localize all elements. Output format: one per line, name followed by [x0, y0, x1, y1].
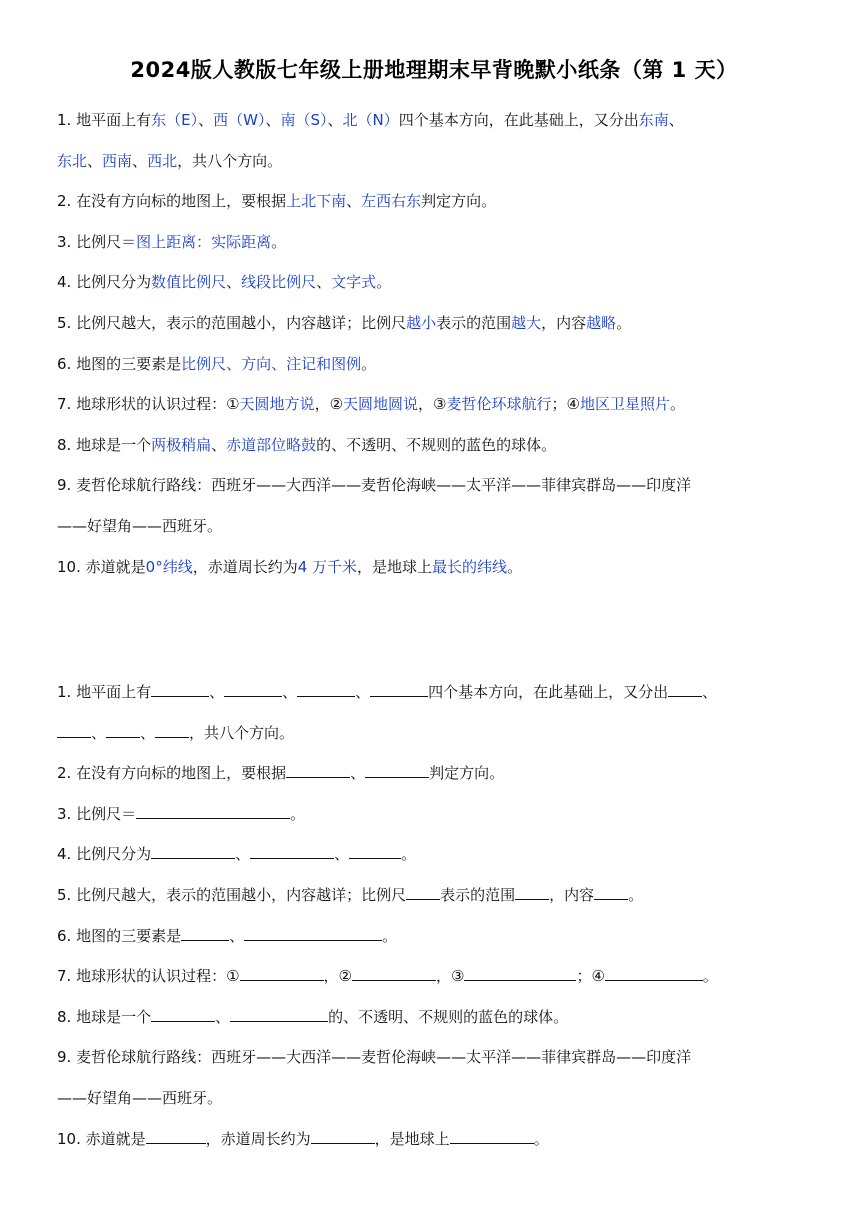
answer-item-9: 9. 麦哲伦球航行路线：西班牙——大西洋——麦哲伦海峡——太平洋——菲律宾群岛——印度洋: [57, 476, 692, 495]
blank[interactable]: [605, 966, 703, 981]
quiz-item-5: 5. 比例尺越大，表示的范围越小，内容越详；比例尺 表示的范围 ，内容 。: [57, 885, 644, 904]
blank[interactable]: [230, 1007, 328, 1022]
blank[interactable]: [146, 1129, 206, 1144]
blank[interactable]: [464, 966, 576, 981]
blank[interactable]: [352, 966, 436, 981]
quiz-item-9: 9. 麦哲伦球航行路线：西班牙——大西洋——麦哲伦海峡——太平洋——菲律宾群岛——印度洋: [57, 1048, 692, 1067]
quiz-item-1: 1. 地平面上有 、 、 、 四个基本方向，在此基础上，又分出 、: [57, 683, 718, 701]
blank[interactable]: [286, 763, 350, 778]
blank[interactable]: [106, 723, 140, 738]
page-title: 2024版人教版七年级上册地理期末早背晚默小纸条（第 1 天）: [130, 58, 738, 82]
blank[interactable]: [151, 1007, 215, 1022]
quiz-item-1-cont: 、 、 ，共八个方向。: [57, 723, 817, 743]
answer-item-6: 6. 地图的三要素是比例尺、方向、注记和图例。: [57, 354, 377, 373]
blank[interactable]: [668, 682, 702, 697]
quiz-item-7: 7. 地球形状的认识过程：① ，② ，③ ；④ 。: [57, 967, 718, 986]
blank[interactable]: [311, 1129, 375, 1144]
answer-item-5: 5. 比例尺越大，表示的范围越小，内容越详；比例尺越小表示的范围越大，内容越略。: [57, 313, 632, 332]
answer-item-9-cont: ——好望角——西班牙。: [57, 516, 223, 535]
blank[interactable]: [450, 1129, 534, 1144]
blank[interactable]: [155, 723, 189, 738]
blank[interactable]: [594, 885, 628, 900]
answer-item-4: 4. 比例尺分为数值比例尺、线段比例尺、文字式。: [57, 273, 392, 292]
blank[interactable]: [349, 844, 401, 859]
blank[interactable]: [57, 723, 91, 738]
blank[interactable]: [406, 885, 440, 900]
blank[interactable]: [370, 682, 428, 697]
quiz-section: [57, 682, 817, 1169]
blank[interactable]: [181, 926, 229, 941]
quiz-item-6: 6. 地图的三要素是 、 。: [57, 926, 398, 945]
answer-item-7: 7. 地球形状的认识过程：①天圆地方说，②天圆地圆说，③麦哲伦环球航行；④地区卫星照片。: [57, 395, 685, 414]
answer-item-2: 2. 在没有方向标的地图上，要根据上北下南、左西右东判定方向。: [57, 192, 497, 211]
quiz-item-10: 10. 赤道就是 ，赤道周长约为 ，是地球上 。: [57, 1129, 549, 1148]
quiz-item-9-cont: ——好望角——西班牙。: [57, 1088, 223, 1107]
blank[interactable]: [244, 926, 382, 941]
quiz-item-2: 2. 在没有方向标的地图上，要根据 、 判定方向。: [57, 764, 505, 783]
answer-section: [57, 110, 817, 597]
answer-item-3: 3. 比例尺＝图上距离：实际距离。: [57, 232, 287, 251]
quiz-item-4: 4. 比例尺分为 、 、 。: [57, 845, 417, 864]
blank[interactable]: [515, 885, 549, 900]
answer-item-8: 8. 地球是一个两极稍扁、赤道部位略鼓的、不透明、不规则的蓝色的球体。: [57, 435, 557, 454]
blank[interactable]: [250, 844, 334, 859]
quiz-item-3: 3. 比例尺＝ 。: [57, 804, 306, 823]
answer-item-1-cont: 东北、西南、西北，共八个方向。: [57, 151, 283, 170]
blank[interactable]: [240, 966, 324, 981]
blank[interactable]: [136, 804, 290, 819]
blank[interactable]: [151, 844, 235, 859]
blank[interactable]: [224, 682, 282, 697]
quiz-item-8: 8. 地球是一个 、 的、不透明、不规则的蓝色的球体。: [57, 1007, 569, 1026]
blank[interactable]: [365, 763, 429, 778]
answer-item-10: 10. 赤道就是0°纬线，赤道周长约为4 万千米，是地球上最长的纬线。: [57, 557, 523, 576]
blank[interactable]: [151, 682, 209, 697]
blank[interactable]: [297, 682, 355, 697]
answer-item-1: 1. 地平面上有东（E）、西（W）、南（S）、北（N）四个基本方向，在此基础上，又分出东南、: [57, 111, 684, 129]
